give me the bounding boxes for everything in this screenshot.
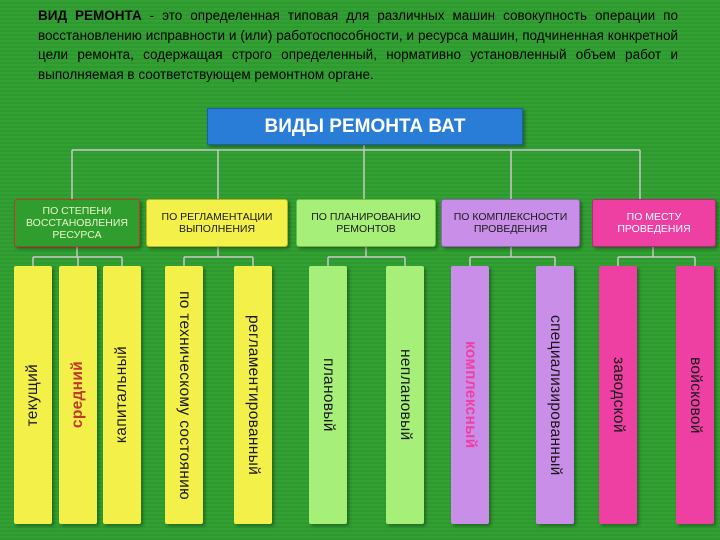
repair-type-by-condition xyxy=(165,266,203,524)
category-planning xyxy=(296,199,436,247)
repair-type-planned xyxy=(309,266,347,524)
repair-type-label: плановый xyxy=(320,358,337,432)
repair-type-military xyxy=(676,266,714,524)
category-label: ПО МЕСТУ ПРОВЕДЕНИЯ xyxy=(617,211,691,235)
category-label: ПО РЕГЛАМЕНТАЦИИ ВЫПОЛНЕНИЯ xyxy=(161,211,273,235)
diagram-title: ВИДЫ РЕМОНТА ВАТ xyxy=(207,108,523,145)
category-label: ПО СТЕПЕНИ ВОССТАНОВЛЕНИЯ РЕСУРСА xyxy=(26,205,128,241)
repair-type-label: специализированный xyxy=(547,314,564,476)
repair-type-label: средний xyxy=(69,361,86,429)
repair-type-label: капитальный xyxy=(113,346,130,444)
repair-type-medium xyxy=(59,266,97,524)
repair-type-specialized xyxy=(536,266,574,524)
repair-type-label: комплексный xyxy=(462,341,479,449)
repair-type-label: заводской xyxy=(610,357,627,433)
category-label: ПО ПЛАНИРОВАНИЮ РЕМОНТОВ xyxy=(311,211,421,235)
repair-type-label: текущий xyxy=(24,363,41,427)
category-label: ПО КОМПЛЕКСНОСТИ ПРОВЕДЕНИЯ xyxy=(453,211,568,235)
category-location xyxy=(592,199,716,247)
repair-type-label: войсковой xyxy=(687,356,704,434)
category-complexity xyxy=(441,199,580,247)
category-resource-restoration xyxy=(14,199,140,247)
category-regulation xyxy=(146,199,288,247)
repair-type-current xyxy=(14,266,52,524)
intro-definition: - это определенная типовая для различных машин совокупность операции по восстановлению исправности и (или) работоспособности, и ресурса машин, подчиненная конкретной цели ремонта, содержащая строго определенный, нормативно установленный объем работ и выполняемая в соответствующем ремонтном органе. xyxy=(38,8,678,82)
repair-type-capital xyxy=(103,266,141,524)
repair-type-factory xyxy=(599,266,637,524)
repair-type-label: по техническому состоянию xyxy=(176,290,193,500)
repair-type-label: регламентированный xyxy=(245,314,262,476)
repair-type-complex xyxy=(451,266,489,524)
repair-type-label: неплановый xyxy=(397,349,414,441)
repair-type-regulated xyxy=(234,266,272,524)
repair-type-unplanned xyxy=(386,266,424,524)
intro-term: ВИД РЕМОНТА xyxy=(38,8,142,23)
